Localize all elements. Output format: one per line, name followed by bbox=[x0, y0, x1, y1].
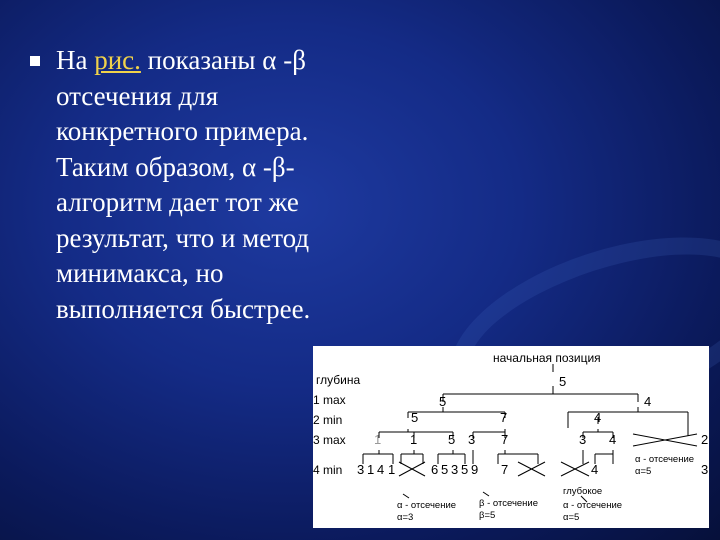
depth-level-1: 1 max bbox=[313, 393, 346, 407]
bullet-square-icon bbox=[30, 56, 40, 66]
legend-3-line-1: глубокое bbox=[563, 486, 603, 497]
node-l3-a: 1 bbox=[374, 432, 382, 447]
legend-2-line-1: β - отсечение bbox=[479, 498, 539, 509]
fig-title: начальная позиция bbox=[493, 351, 601, 365]
cut-right-value: α=5 bbox=[635, 466, 652, 477]
edge-label-2: 2 bbox=[701, 432, 709, 447]
node-l3-d: 3 bbox=[468, 432, 476, 447]
bullet-text bbox=[56, 43, 356, 327]
leaf-a-4: 1 bbox=[388, 462, 396, 477]
node-l3-e: 7 bbox=[501, 432, 509, 447]
depth-header: глубина bbox=[316, 373, 361, 387]
depth-level-3: 3 max bbox=[313, 433, 346, 447]
node-l1-a: 5 bbox=[439, 394, 447, 409]
node-l3-c: 5 bbox=[448, 432, 456, 447]
edge-label-3: 3 bbox=[701, 462, 709, 477]
node-l3-g: 4 bbox=[609, 432, 617, 447]
legend-3-line-3: α=5 bbox=[563, 512, 580, 523]
node-l1-b: 4 bbox=[644, 394, 652, 409]
legend-3-line-2: α - отсечение bbox=[563, 500, 623, 511]
legend-2-line-2: β=5 bbox=[479, 510, 496, 521]
leaf-b-1: 6 bbox=[431, 462, 439, 477]
leaf-c-1: 7 bbox=[501, 462, 509, 477]
legend-1-line-2: α=3 bbox=[397, 512, 414, 523]
node-l2-c: 4 bbox=[594, 410, 602, 425]
depth-level-4: 4 min bbox=[313, 463, 343, 477]
root-node: 5 bbox=[559, 374, 567, 389]
bullet-text-rest: показаны α -β отсечения для конкретного примера. Таким образом, α -β-алгоритм дает тот же результат, что и метод минимакса, но выполняется быстрее. bbox=[56, 45, 311, 324]
depth-level-2: 2 min bbox=[313, 413, 343, 427]
leaf-d-1: 4 bbox=[591, 462, 599, 477]
alpha-beta-tree-figure bbox=[313, 346, 709, 528]
leaf-a-2: 1 bbox=[367, 462, 375, 477]
legend-1-line-1: α - отсечение bbox=[397, 500, 457, 511]
leaf-a-3: 4 bbox=[377, 462, 385, 477]
node-l3-b: 1 bbox=[410, 432, 418, 447]
leaf-b-4: 5 bbox=[461, 462, 469, 477]
node-l2-a: 5 bbox=[411, 410, 419, 425]
node-l3-f: 3 bbox=[579, 432, 587, 447]
leaf-a-1: 3 bbox=[357, 462, 365, 477]
leaf-b-2: 5 bbox=[441, 462, 449, 477]
node-l2-b: 7 bbox=[500, 410, 508, 425]
leaf-b-3: 3 bbox=[451, 462, 459, 477]
figure-link[interactable]: рис. bbox=[94, 45, 141, 75]
bullet-text-start: На bbox=[56, 45, 95, 75]
leaf-b-5: 9 bbox=[471, 462, 479, 477]
cut-right-label: α - отсечение bbox=[635, 454, 695, 465]
